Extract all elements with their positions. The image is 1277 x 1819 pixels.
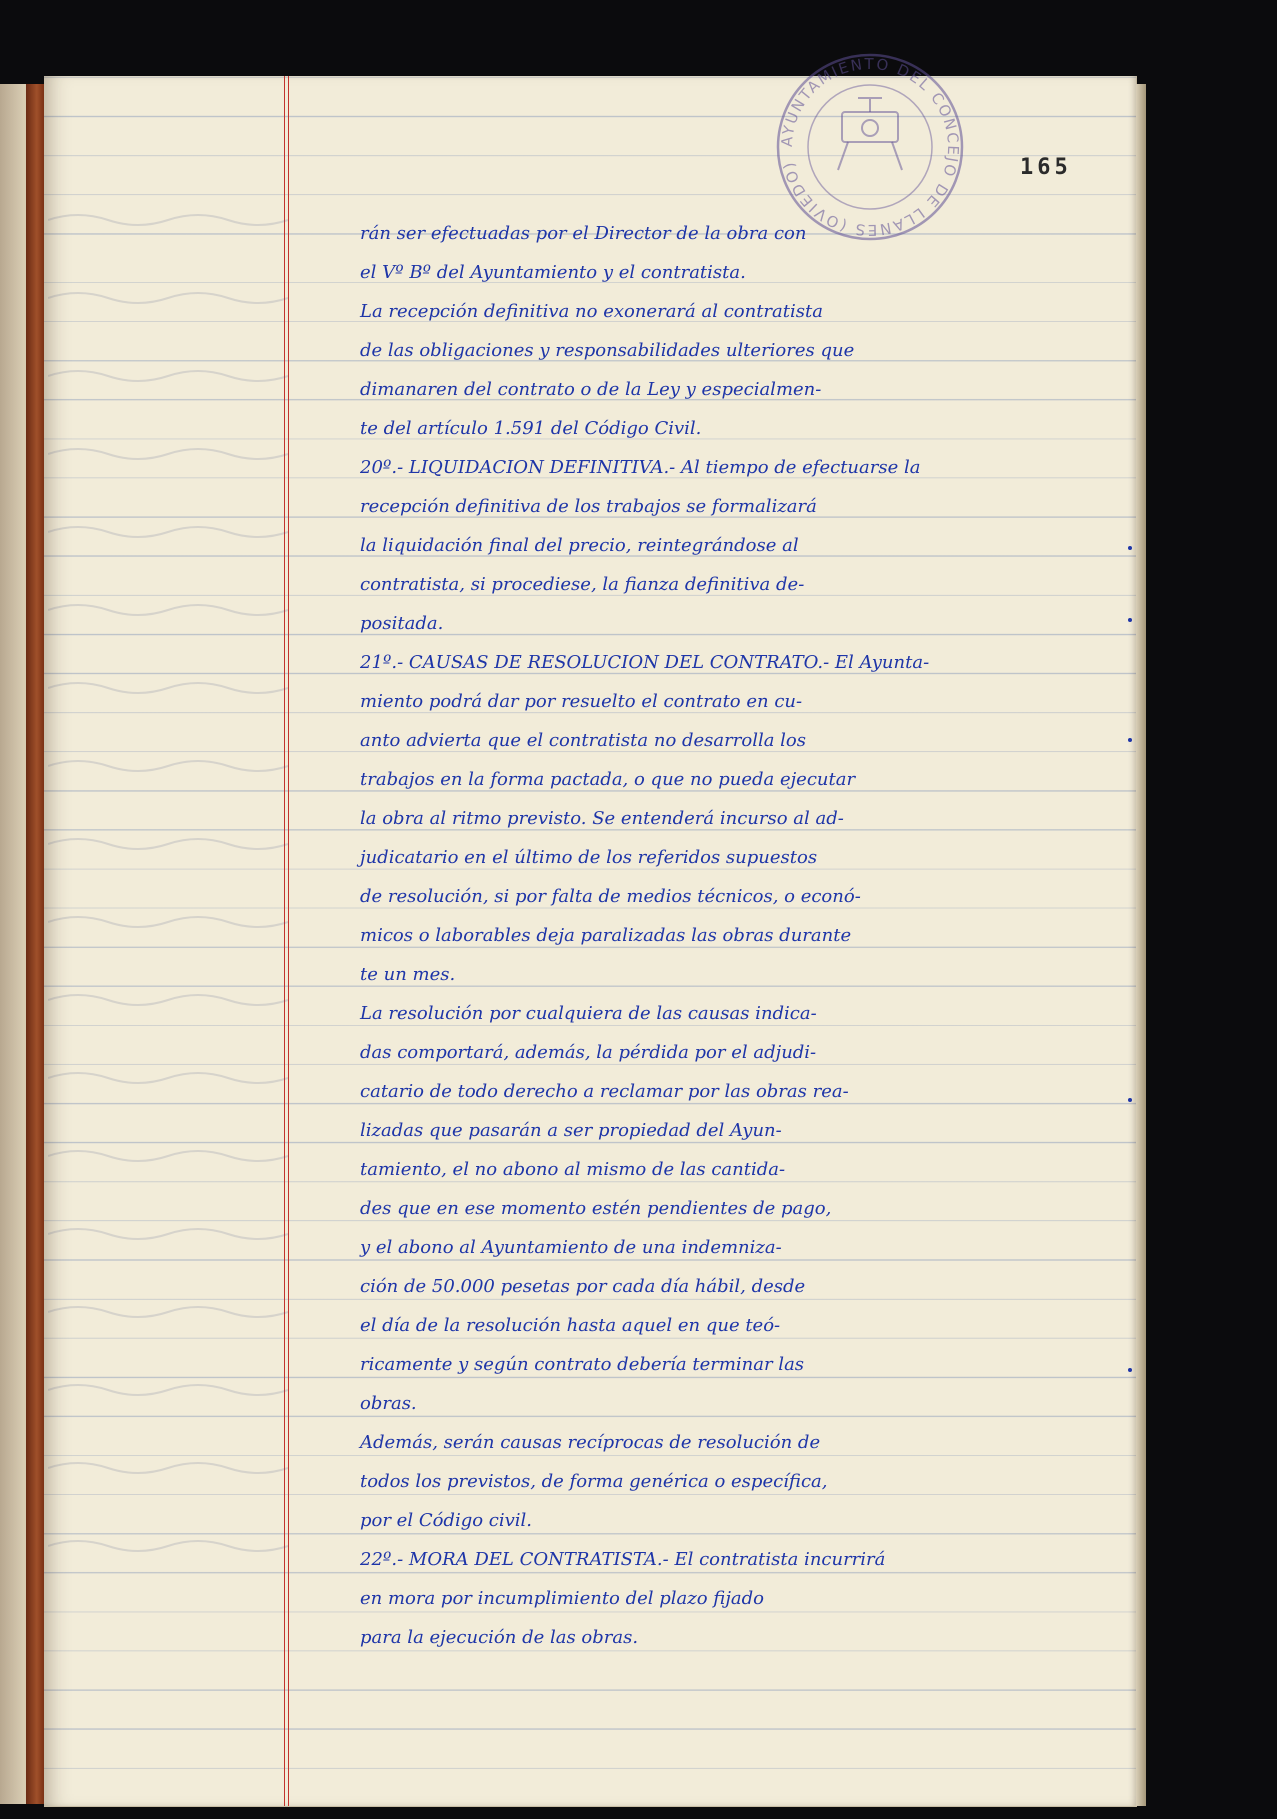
text-line: en mora por incumplimiento del plazo fijado — [360, 1588, 764, 1609]
text-line: dimanaren del contrato o de la Ley y especialmen- — [360, 379, 822, 400]
text-line: el día de la resolución hasta aquel en que teó- — [360, 1315, 781, 1336]
text-line: micos o laborables deja paralizadas las obras durante — [360, 925, 852, 946]
text-line: de resolución, si por falta de medios técnicos, o econó- — [360, 886, 861, 907]
handwritten-body — [360, 214, 1130, 1657]
text-line: miento podrá dar por resuelto el contrato en cu- — [360, 691, 803, 712]
text-line: positada. — [360, 613, 444, 634]
text-line: ción de 50.000 pesetas por cada día hábil, desde — [360, 1276, 806, 1297]
ink-bleed-through — [48, 200, 298, 1800]
text-line: das comportará, además, la pérdida por el adjudi- — [360, 1042, 817, 1063]
clause-heading-20: 20º.- LIQUIDACION DEFINITIVA.- Al tiempo de efectuarse la — [360, 457, 921, 478]
text-line: la obra al ritmo previsto. Se entenderá incurso al ad- — [360, 808, 844, 829]
text-line: de las obligaciones y responsabilidades ulteriores que — [360, 340, 855, 361]
bleed-strokes — [48, 200, 298, 1800]
text-line: La resolución por cualquiera de las causas indica- — [360, 1003, 817, 1024]
text-line: obras. — [360, 1393, 417, 1414]
text-line: la liquidación final del precio, reintegrándose al — [360, 535, 799, 556]
text-line: para la ejecución de las obras. — [360, 1627, 639, 1648]
text-line: anto advierta que el contratista no desarrolla los — [360, 730, 806, 751]
text-line: contratista, si procediese, la fianza definitiva de- — [360, 574, 805, 595]
text-line: te un mes. — [360, 964, 456, 985]
text-line: judicatario en el último de los referidos supuestos — [360, 847, 818, 868]
text-line: lizadas que pasarán a ser propiedad del Ayun- — [360, 1120, 782, 1141]
text-line: ricamente y según contrato debería terminar las — [360, 1354, 805, 1375]
book-spine — [26, 84, 44, 1804]
text-line: catario de todo derecho a reclamar por las obras rea- — [360, 1081, 849, 1102]
text-line: por el Código civil. — [360, 1510, 533, 1531]
text-line: te del artículo 1.591 del Código Civil. — [360, 418, 702, 439]
clause-heading-22: 22º.- MORA DEL CONTRATISTA.- El contratista incurrirá — [360, 1549, 886, 1570]
text-line: trabajos en la forma pactada, o que no pueda ejecutar — [360, 769, 856, 790]
text-line: des que en ese momento estén pendientes de pago, — [360, 1198, 832, 1219]
seal-ring-text: AYUNTAMIENTO DEL CONCEJO DE LLANES (OVIEDO) — [777, 54, 963, 240]
text-line: recepción definitiva de los trabajos se formalizará — [360, 496, 817, 517]
text-line: el Vº Bº del Ayuntamiento y el contratista. — [360, 262, 746, 283]
text-line: todos los previstos, de forma genérica o específica, — [360, 1471, 828, 1492]
page-number: 165 — [1020, 155, 1072, 180]
clause-heading-21: 21º.- CAUSAS DE RESOLUCION DEL CONTRATO.- El Ayunta- — [360, 652, 930, 673]
text-line: Además, serán causas recíprocas de resolución de — [360, 1432, 821, 1453]
text-line: y el abono al Ayuntamiento de una indemniza- — [360, 1237, 782, 1258]
text-line: rán ser efectuadas por el Director de la obra con — [360, 223, 807, 244]
text-line: tamiento, el no abono al mismo de las cantida- — [360, 1159, 786, 1180]
margin-ink-marks — [1124, 540, 1138, 1440]
text-line: La recepción definitiva no exonerará al contratista — [360, 301, 823, 322]
